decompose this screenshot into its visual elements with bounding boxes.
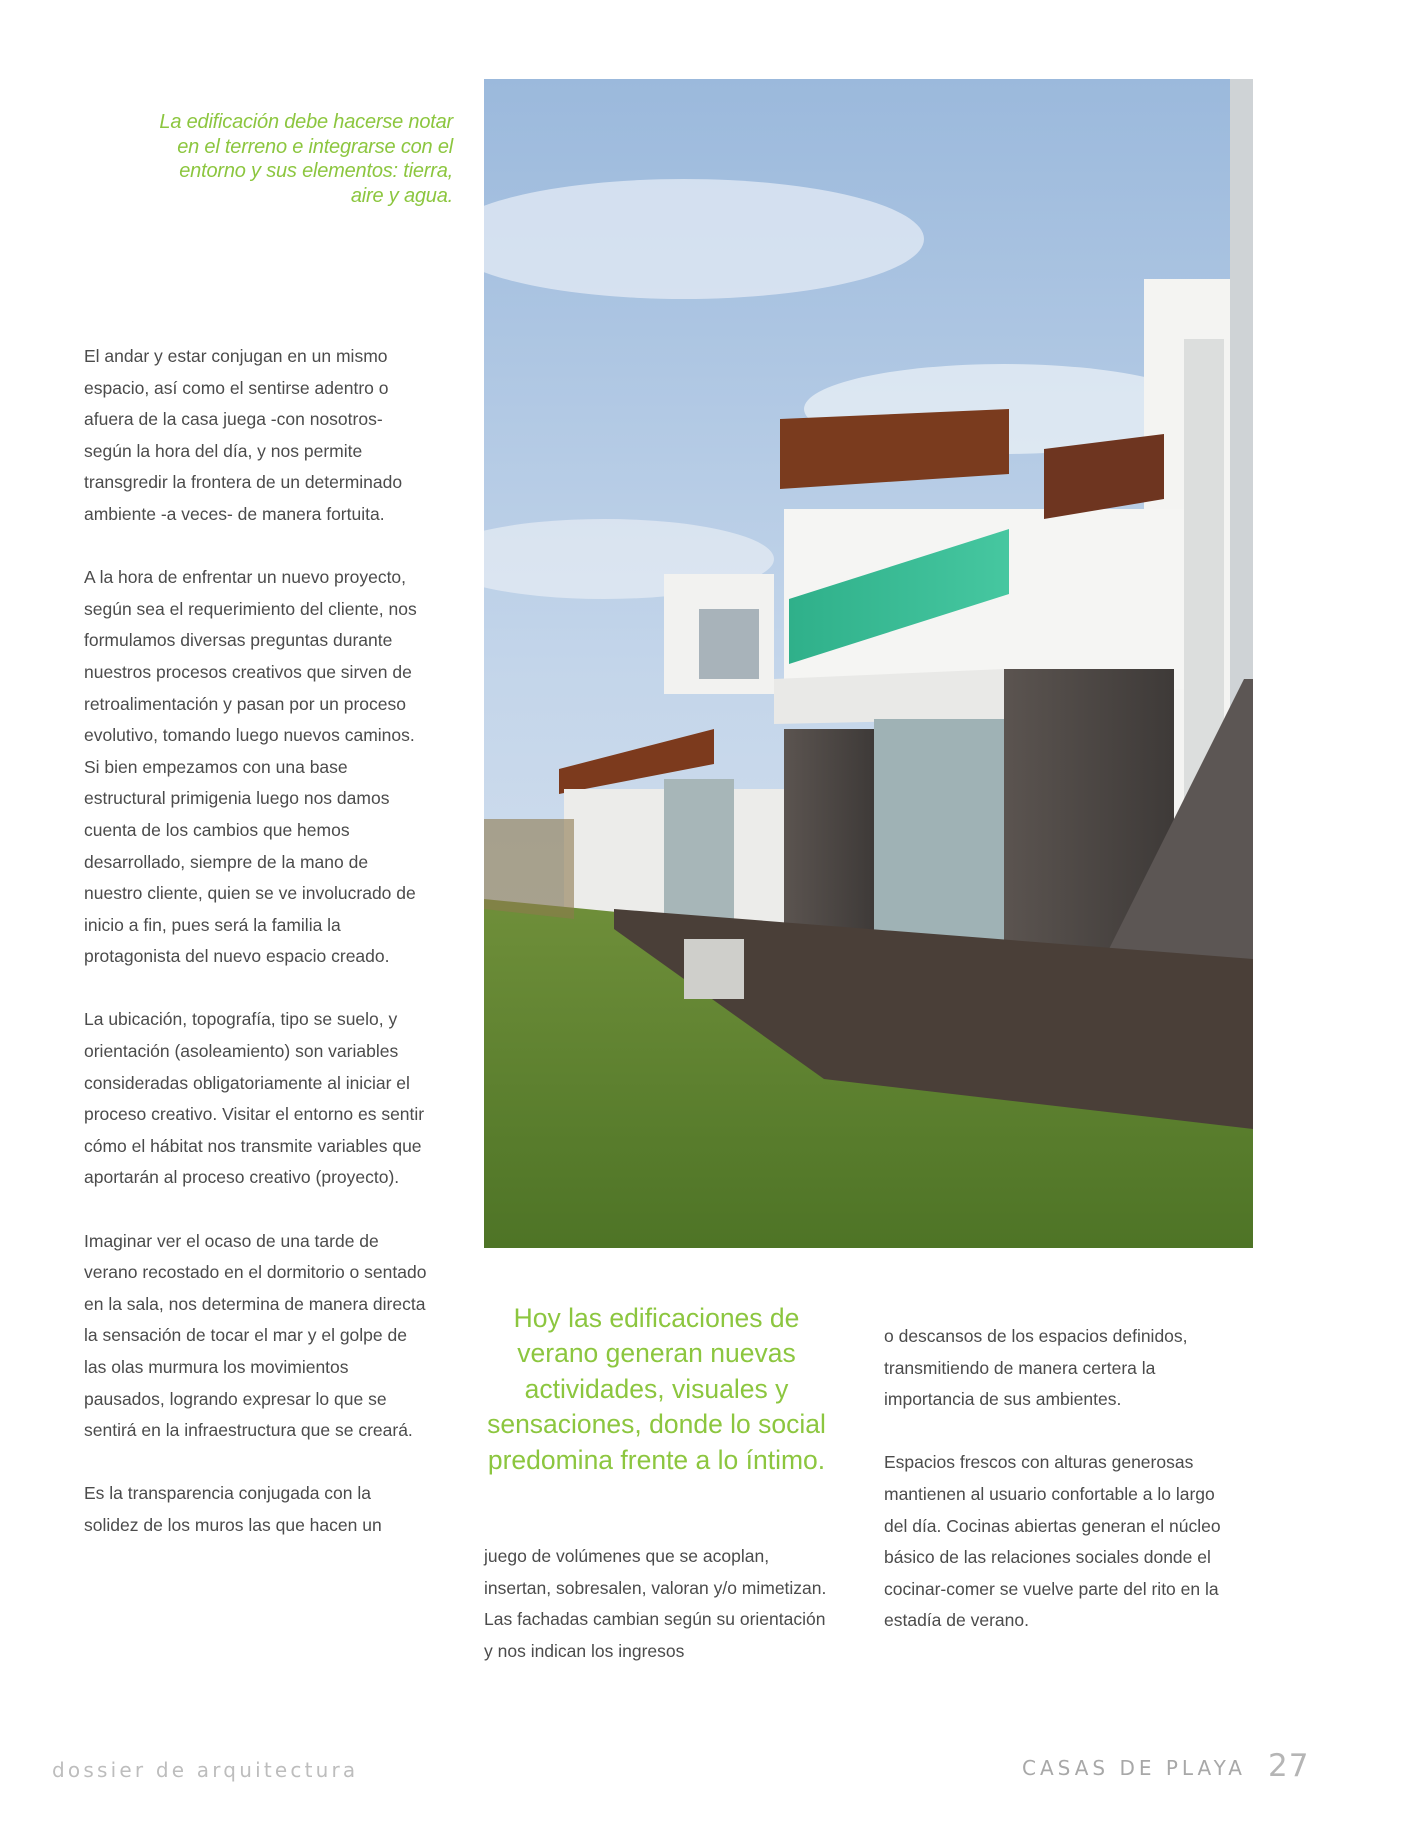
pull-quote: La edificación debe hacerse notar en el terreno e integrarse con el entorno y sus elementos: tierra, aire y agua. [159,111,453,207]
body-column-middle [484,1541,829,1667]
highlight-quote: Hoy las edificaciones de verano generan nuevas actividades, visuales y sensaciones, donde lo social predomina frente a lo íntimo. [487,1303,826,1475]
body-column-right [884,1321,1229,1637]
beach-house-photo [484,79,1253,1248]
paragraph: Imaginar ver el ocaso de una tarde de verano recostado en el dormitorio o sentado en la sala, nos determina de manera directa la sensación de tocar el mar y el golpe de las olas murmura los movimientos pausados, logrando expresar lo que se sentirá en la infraestructura que se creará. [84,1230,427,1441]
paragraph: o descansos de los espacios definidos, transmitiendo de manera certera la importancia de sus ambientes. [884,1326,1188,1410]
footer-section-name: CASAS DE PLAYA [1022,1756,1246,1780]
page-number: 27 [1268,1748,1310,1784]
paragraph: A la hora de enfrentar un nuevo proyecto, según sea el requerimiento del cliente, nos formulamos diversas preguntas durante nuestros procesos creativos que sirven de retroalimentación y pasan por un proceso evolutivo, tomando luego nuevos caminos. Si bien empezamos con una base estructural primigenia luego nos damos cuenta de los cambios que hemos desarrollado, siempre de la mano de nuestro cliente, quien se ve involucrado de inicio a fin, pues será la familia la protagonista del nuevo espacio creado. [84,567,417,967]
paragraph: La ubicación, topografía, tipo se suelo, y orientación (asoleamiento) son variables consideradas obligatoriamente al iniciar el proceso creativo. Visitar el entorno es sentir cómo el hábitat nos transmite variables que aportarán al proceso creativo (proyecto). [84,1009,425,1188]
paragraph: El andar y estar conjugan en un mismo espacio, así como el sentirse adentro o afuera de la casa juega -con nosotros- según la hora del día, y nos permite transgredir la frontera de un determinado ambiente -a veces- de manera fortuita. [84,346,403,524]
body-column-left [84,341,429,1542]
footer-publication-name: dossier de arquitectura [52,1758,359,1782]
paragraph: juego de volúmenes que se acoplan, insertan, sobresalen, valoran y/o mimetizan. Las fachadas cambian según su orientación y nos indican los ingresos [484,1546,827,1661]
paragraph: Es la transparencia conjugada con la solidez de los muros las que hacen un [84,1483,382,1535]
paragraph: Espacios frescos con alturas generosas mantienen al usuario confortable a lo largo del día. Cocinas abiertas generan el núcleo básico de las relaciones sociales donde el cocinar-comer se vuelve parte del rito en la estadía de verano. [884,1452,1221,1631]
